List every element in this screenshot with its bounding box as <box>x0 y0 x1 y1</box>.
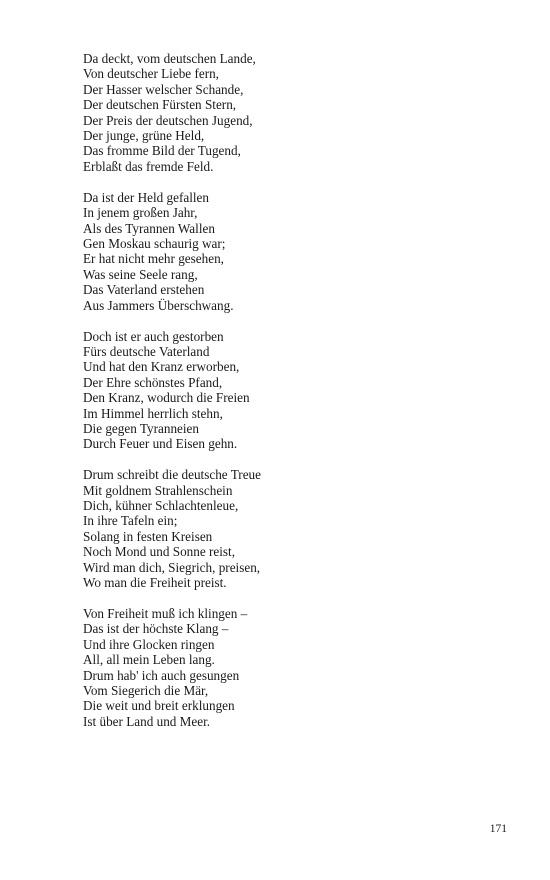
poem-line: Was seine Seele rang, <box>83 266 198 282</box>
poem-line: Das Vaterland erstehen <box>83 282 205 298</box>
poem-line: Das fromme Bild der Tugend, <box>83 143 241 159</box>
poem-line: Im Himmel herrlich stehn, <box>83 405 223 421</box>
stanza-1 <box>83 51 503 174</box>
poem-line: Da ist der Held gefallen <box>83 189 209 205</box>
poem-line: Die weit und breit erklungen <box>83 698 235 714</box>
poem-line: Solang in festen Kreisen <box>83 528 213 544</box>
poem-line: Der Ehre schönstes Pfand, <box>83 374 223 390</box>
stanza-3 <box>83 329 503 452</box>
poem-line: Aus Jammers Überschwang. <box>83 297 234 313</box>
poem-line: Fürs deutsche Vaterland <box>83 343 210 359</box>
poem-line: Als des Tyrannen Wallen <box>83 220 215 236</box>
poem <box>83 51 503 745</box>
poem-line: In jenem großen Jahr, <box>83 205 198 221</box>
poem-line: Von deutscher Liebe fern, <box>83 66 219 82</box>
page-number: 171 <box>489 823 507 835</box>
poem-line: Und ihre Glocken ringen <box>83 636 215 652</box>
poem-line: Mit goldnem Strahlenschein <box>83 482 233 498</box>
poem-line: Drum hab' ich auch gesungen <box>83 667 240 683</box>
poem-line: Gen Moskau schaurig war; <box>83 235 226 251</box>
poem-line: Der Preis der deutschen Jugend, <box>83 112 253 128</box>
poem-line: Die gegen Tyranneien <box>83 420 200 436</box>
poem-line: Da deckt, vom deutschen Lande, <box>83 51 256 66</box>
poem-line: Wird man dich, Siegrich, preisen, <box>83 559 261 575</box>
poem-line: Der junge, grüne Held, <box>83 128 205 144</box>
poem-line: Dich, kühner Schlachtenleue, <box>83 498 239 514</box>
poem-line: Durch Feuer und Eisen gehn. <box>83 436 238 452</box>
poem-line: Von Freiheit muß ich klingen – <box>83 606 248 621</box>
poem-line: Erblaßt das fremde Feld. <box>83 158 214 174</box>
poem-line: Ist über Land und Meer. <box>83 713 211 729</box>
poem-line: Vom Siegerich die Mär, <box>83 683 209 699</box>
stanza-4 <box>83 467 503 590</box>
poem-line: Wo man die Freiheit preist. <box>83 575 227 591</box>
stanza-5 <box>83 606 503 729</box>
poem-line: Der deutschen Fürsten Stern, <box>83 97 237 113</box>
poem-line: Den Kranz, wodurch die Freien <box>83 390 250 406</box>
poem-line: Er hat nicht mehr gesehen, <box>83 251 224 267</box>
poem-line: In ihre Tafeln ein; <box>83 513 178 529</box>
stanza-2 <box>83 190 503 313</box>
poem-line: Doch ist er auch gestorben <box>83 328 224 344</box>
poem-line: Noch Mond und Sonne reist, <box>83 544 236 560</box>
poem-line: Drum schreibt die deutsche Treue <box>83 467 261 483</box>
poem-line: Das ist der höchste Klang – <box>83 621 229 637</box>
poem-line: Und hat den Kranz erworben, <box>83 359 240 375</box>
poem-line: All, all mein Leben lang. <box>83 652 215 668</box>
poem-line: Der Hasser welscher Schande, <box>83 81 244 97</box>
